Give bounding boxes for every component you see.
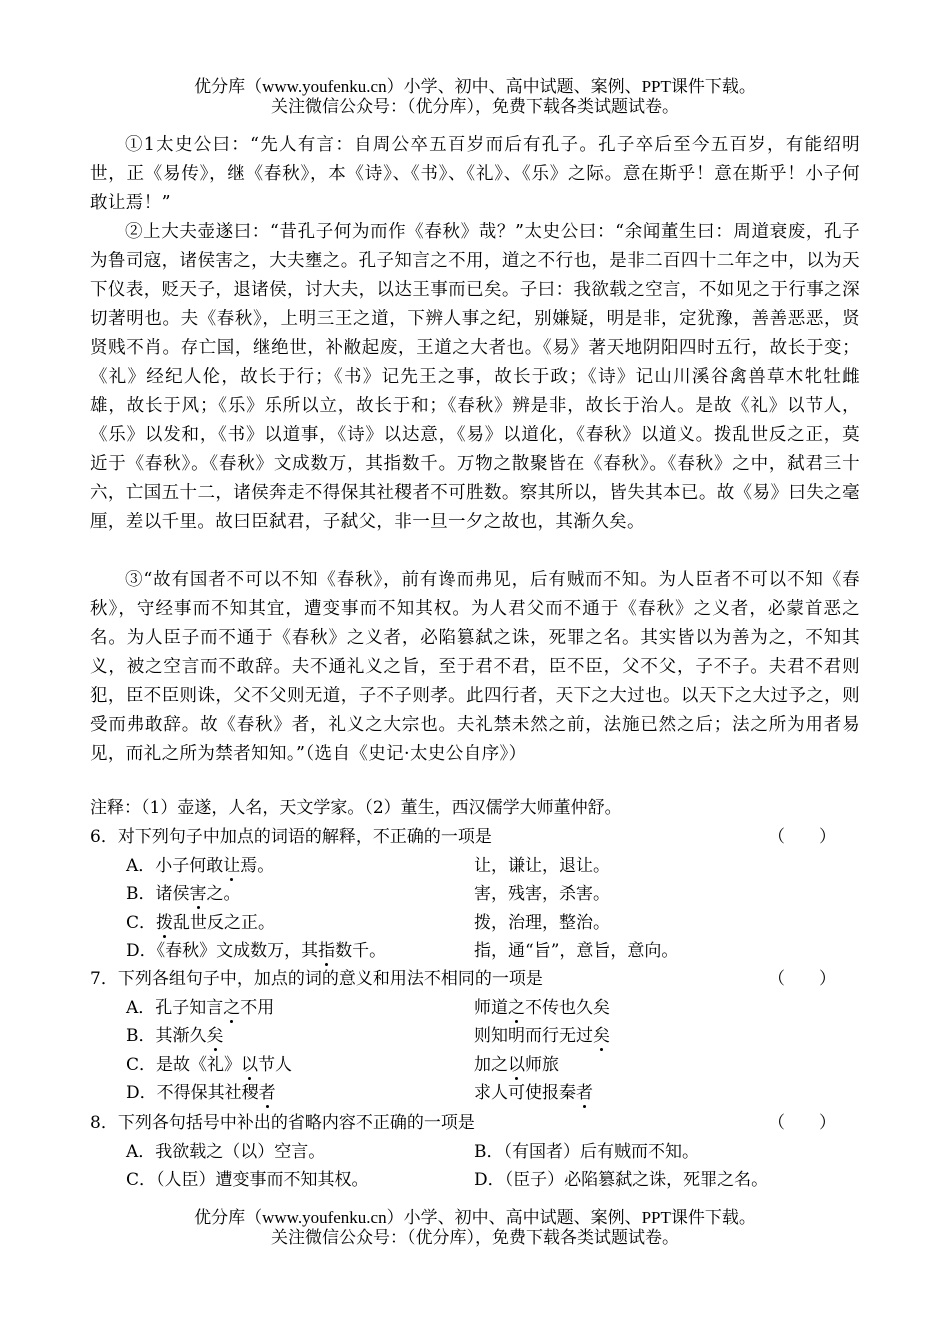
option-row-ab <box>90 1138 860 1167</box>
emphasis-dot <box>266 1105 269 1108</box>
question-stem: 7．下列各组句子中，加点的词的意义和用法不相同的一项是 （ ） <box>90 965 860 994</box>
option-c[interactable]: C．是故《礼》以节人 加之以师旅 <box>90 1051 860 1080</box>
emphasis-dot <box>583 1105 586 1108</box>
option-right-sentence: 则知明而行无过矣 <box>474 1022 610 1051</box>
dotted-word: 指 <box>318 941 336 961</box>
dotted-word: 让 <box>223 855 241 876</box>
option-explanation: 害，残害，杀害。 <box>474 884 610 904</box>
footer-line-1: 优分库（www.youfenku.cn）小学、初中、高中试题、案例、PPT课件下载。 <box>194 1208 756 1227</box>
option-b[interactable]: B．其渐久矣 则知明而行无过矣 <box>90 1022 860 1051</box>
question-stem: 6．对下列句子中加点的词语的解释，不正确的一项是 （ ） <box>90 823 860 852</box>
option-d[interactable]: D．（臣子）必陷篡弑之诛，死罪之名。 <box>474 1170 769 1190</box>
option-a[interactable]: A．小子何敢让焉。 让，谦让，退让。 <box>90 852 860 881</box>
option-right-sentence: 加之以师旅 <box>474 1051 559 1080</box>
option-right-sentence: 求人可使报秦者 <box>474 1079 593 1108</box>
question-7 <box>90 965 860 1108</box>
option-a[interactable]: A．我欲载之（以）空言。 <box>126 1141 326 1162</box>
option-b[interactable]: B．诸侯害之。 害，残害，杀害。 <box>90 880 860 909</box>
option-d[interactable]: D．不得保其社稷者 求人可使报秦者 <box>90 1079 860 1108</box>
option-explanation: 让，谦让，退让。 <box>474 855 610 876</box>
question-6 <box>90 823 860 966</box>
passage-paragraph-1: ①1太史公曰：“先人有言：自周公卒五百岁而后有孔子。孔子卒后至今五百岁，有能绍明世，正《易传》，继《春秋》，本《诗》、《书》、《礼》、《乐》之际。意在斯乎！意在斯乎！小子何敢让焉！” <box>90 135 860 213</box>
dotted-word: 害 <box>189 884 207 904</box>
option-row-cd <box>90 1166 860 1195</box>
answer-bracket[interactable]: （ ） <box>768 827 836 847</box>
header-line-2: 关注微信公众号：（优分库），免费下载各类试题试卷。 <box>271 97 679 116</box>
option-c[interactable]: C．拨乱世反之正。 拨，治理，整治。 <box>90 909 860 938</box>
option-right-sentence: 师道之不传也久矣 <box>474 994 610 1023</box>
option-d[interactable]: D．《春秋》文成数万，其指数千。 指，通“旨”，意旨，意向。 <box>90 937 860 966</box>
header-line-1: 优分库（www.youfenku.cn）小学、初中、高中试题、案例、PPT课件下载。 <box>194 77 756 96</box>
option-a[interactable]: A．孔子知言之不用 师道之不传也久矣 <box>90 994 860 1023</box>
answer-bracket[interactable]: （ ） <box>768 969 836 989</box>
option-explanation: 拨，治理，整治。 <box>474 912 610 933</box>
option-explanation: 指，通“旨”，意旨，意向。 <box>474 941 679 961</box>
passage-paragraph-2: ②上大夫壶遂曰：“昔孔子何为而作《春秋》哉？”太史公曰：“余闻董生曰：周道衰废，孔子为鲁司寇，诸侯害之，大夫壅之。孔子知言之不用，道之不行也，是非二百四十二年之中，以为天下仪表，贬天子，退诸侯，讨大夫，以达王事而已矣。子曰：我欲载之空言，不如见之于行事之深切著明也。夫《春秋》，上明三王之道，下辨人事之纪，别嫌疑，明是非，定犹豫，善善恶恶，贤贤贱不肖。存亡国，继绝世，补敝起废，王道之大者也。《易》著天地阴阳四时五行，故长于变；《礼》经纪人伦，故长于行；《书》记先王之事，故长于政；《诗》记山川溪谷禽兽草木牝牡雌雄，故长于风；《乐》乐所以立，故长于和；《春秋》辨是非，故长于治人。是故《礼》以节人，《乐》以发和，《书》以道事，《诗》以达意，《易》以道化，《春秋》以道义。拨乱世反之正，莫近于《春秋》。《春秋》文成数万，其指数千。万物之散聚皆在《春秋》。《春秋》之中，弑君三十六，亡国五十二，诸侯奔走不得保其社稷者不可胜数。察其所以，皆失其本已。故《易》曰失之毫厘，差以千里。故曰臣弑君，子弑父，非一旦一夕之故也，其渐久矣。 <box>90 222 860 532</box>
option-c[interactable]: C．（人臣）遭变事而不知其权。 <box>126 1170 369 1190</box>
option-b[interactable]: B．（有国者）后有贼而不知。 <box>474 1141 699 1162</box>
page-header <box>0 77 950 117</box>
passage-paragraph-3: ③“故有国者不可以不知《春秋》，前有谗而弗见，后有贼而不知。为人臣者不可以不知《春秋》，守经事而不知其宜，遭变事而不知其权。为人君父而不通于《春秋》之义者，必蒙首恶之名。为人臣子而不通于《春秋》之义者，必陷篡弑之诛，死罪之名。其实皆以为善为之，不知其义，被之空言而不敢辞。夫不通礼义之旨，至于君不君，臣不臣，父不父，子不子。夫君不君则犯，臣不臣则诛，父不父则无道，子不子则孝。此四行者，天下之大过也。以天下之大过予之，则受而弗敢辞。故《春秋》者，礼义之大宗也。夫礼禁未然之前，法施已然之后；法之所为用者易见，而礼之所为禁者知知。”（选自《史记·太史公自序》） <box>90 570 860 764</box>
dotted-word: 拨 <box>156 912 174 933</box>
answer-bracket[interactable]: （ ） <box>768 1113 836 1133</box>
page-footer <box>0 1208 950 1248</box>
footer-line-2: 关注微信公众号：（优分库），免费下载各类试题试卷。 <box>271 1228 679 1247</box>
footnote: 注释：（1）壶遂，人名，天文学家。（2）董生，西汉儒学大师董仲舒。 <box>90 798 622 818</box>
question-8 <box>90 1109 860 1195</box>
question-stem: 8．下列各句括号中补出的省略内容不正确的一项是 （ ） <box>90 1109 860 1138</box>
